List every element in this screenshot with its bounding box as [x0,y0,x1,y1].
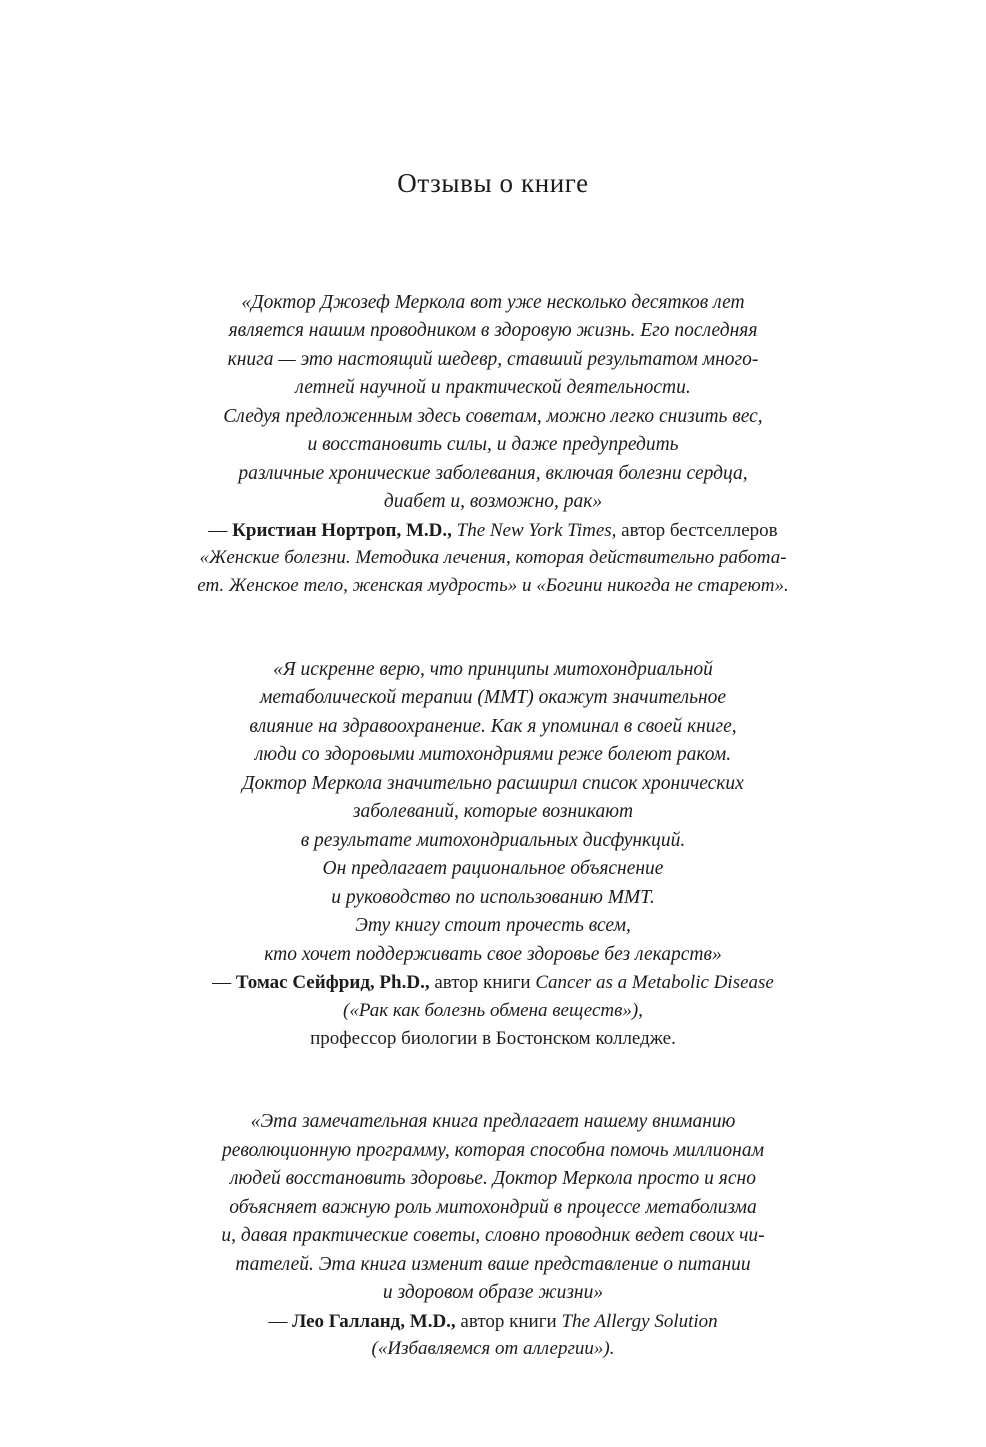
attribution-text: («Избавляемся от аллергии»). [371,1338,615,1360]
review-quote [150,1108,836,1307]
quote-line: и здоровом образе жизни» [382,1282,604,1304]
attribution-text: Cancer as a Metabolic Disease [535,972,774,994]
quote-line: и, давая практические советы, словно проводник ведет своих чи- [221,1225,765,1247]
quote-line: и руководство по использованию ММТ. [331,886,655,908]
review-quote [150,656,836,969]
attribution-text: The New York Times, [456,519,617,541]
quote-line: тателей. Эта книга изменит ваше представление о питании [235,1253,751,1275]
quote-line: людей восстановить здоровье. Доктор Меркола просто и ясно [230,1168,756,1190]
review-attribution [150,1308,836,1363]
attribution-text: The Allergy Solution [561,1310,718,1332]
review-northrup [150,289,836,600]
attribution-text: профессор биологии в Бостонском колледже. [310,1027,676,1049]
quote-line: метаболической терапии (ММТ) окажут значительное [259,687,727,709]
page-title: Отзывы о книге [397,168,589,198]
attribution-line [150,1335,836,1363]
attribution-line [150,517,836,545]
quote-line: летней научной и практической деятельности. [295,377,691,399]
reviews-container [150,289,836,1363]
attribution-text: Лео Галланд, M.D., [292,1310,456,1332]
attribution-text: ет. Женское тело, женская мудрость» и «Богини никогда не стареют». [197,575,789,597]
attribution-line [150,1308,836,1336]
quote-line: «Эта замечательная книга предлагает нашему вниманию [250,1111,736,1133]
review-attribution [150,517,836,600]
attribution-text: — [268,1310,293,1332]
quote-line: революционную программу, которая способна помочь миллионам [221,1139,765,1161]
attribution-text: автор бестселлеров [616,519,778,541]
quote-line: Эту книгу стоит прочесть всем, [355,915,631,937]
review-galland [150,1108,836,1363]
attribution-line [150,572,836,600]
attribution-text: Кристиан Нортроп, M.D., [232,519,452,541]
quote-line: Он предлагает рациональное объяснение [322,858,664,880]
attribution-text: автор книги [429,972,536,994]
quote-line: заболеваний, которые возникают [352,801,634,823]
quote-line: в результате митохондриальных дисфункций. [300,829,686,851]
quote-line: Следуя предложенным здесь советам, можно легко снизить вес, [223,405,763,427]
attribution-text: Томас Сейфрид, Ph.D., [235,972,430,994]
attribution-text: — [212,972,236,994]
attribution-line [150,997,836,1025]
attribution-text: автор книги [455,1310,562,1332]
quote-line: «Доктор Джозеф Меркола вот уже несколько десятков лет [241,292,745,313]
quote-line: является нашим проводником в здоровую жизнь. Его последняя [228,320,758,342]
review-attribution [150,969,836,1052]
quote-line: различные хронические заболевания, включая болезни сердца, [238,462,748,484]
quote-line: и восстановить силы, и даже предупредить [307,434,679,456]
review-seyfried [150,656,836,1052]
attribution-text: — [208,519,233,541]
quote-line: кто хочет поддерживать свое здоровье без лекарств» [264,943,722,965]
attribution-line [150,969,836,997]
quote-line: люди со здоровыми митохондриями реже болеют раком. [254,744,732,766]
quote-line: книга — это настоящий шедевр, ставший результатом много- [227,348,759,370]
quote-line: влияние на здравоохранение. Как я упоминал в своей книге, [249,715,737,737]
attribution-text: «Женские болезни. Методика лечения, которая действительно работа- [199,547,787,569]
attribution-line [150,544,836,572]
quote-line: диабет и, возможно, рак» [383,491,603,513]
quote-line: «Я искренне верю, что принципы митохондриальной [273,658,713,680]
review-quote [150,289,836,517]
quote-line: объясняет важную роль митохондрий в процессе метаболизма [229,1196,757,1218]
attribution-line [150,1025,836,1053]
attribution-text: («Рак как болезнь обмена веществ»), [343,999,643,1021]
quote-line: Доктор Меркола значительно расширил список хронических [242,772,744,794]
